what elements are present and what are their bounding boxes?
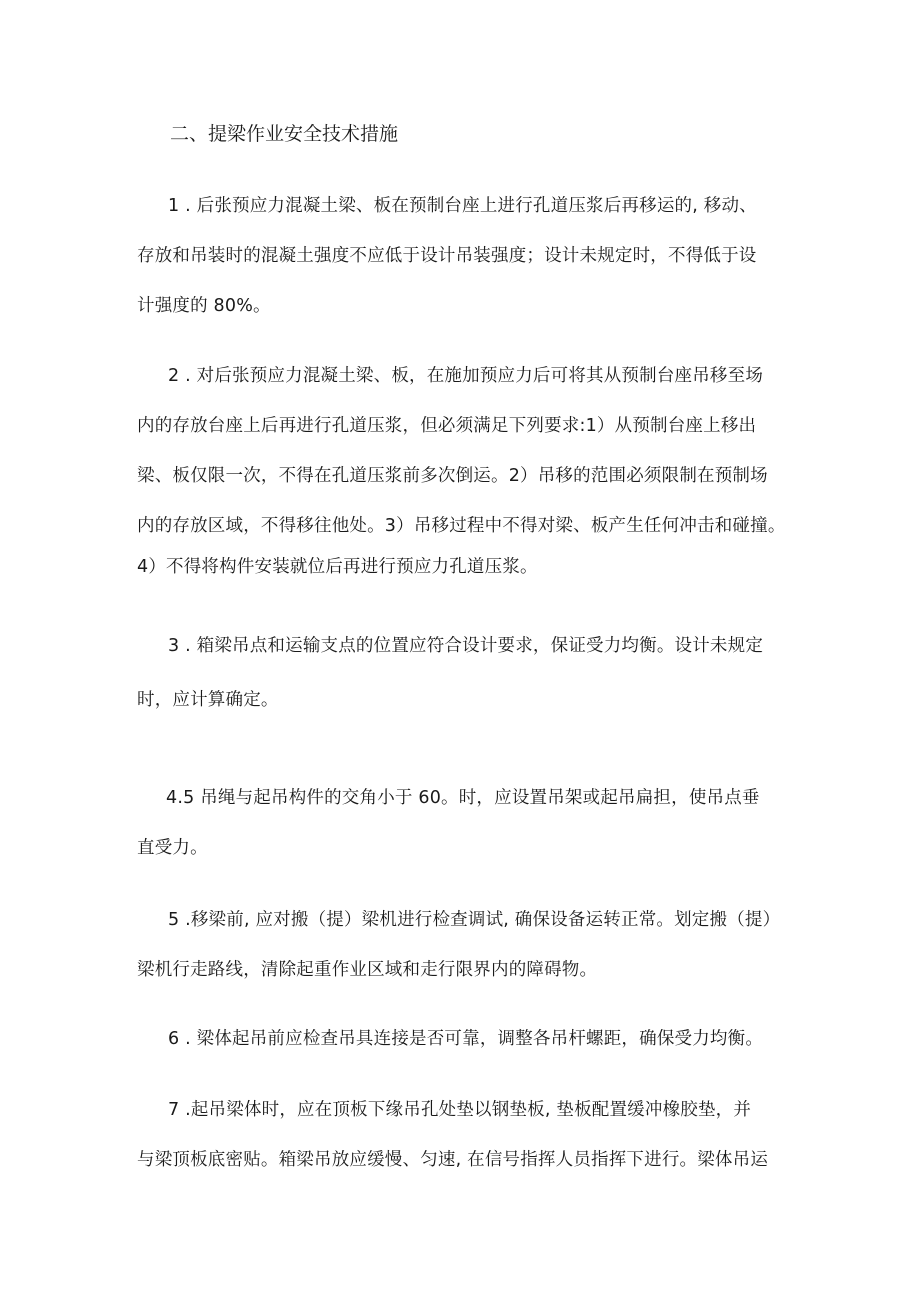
section-heading: 二、提梁作业安全技术措施 bbox=[170, 123, 399, 145]
item-3-line-1: 3 . 箱梁吊点和运输支点的位置应符合设计要求，保证受力均衡。设计未规定 bbox=[168, 636, 764, 656]
item-3-line-2: 时，应计算确定。 bbox=[137, 690, 279, 710]
item-7-line-2: 与梁顶板底密贴。箱梁吊放应缓慢、匀速, 在信号指挥人员指挥下进行。梁体吊运 bbox=[137, 1150, 769, 1170]
item-2-line-5: 4）不得将构件安装就位后再进行预应力孔道压浆。 bbox=[137, 557, 538, 577]
item-4-line-2: 直受力。 bbox=[137, 838, 208, 858]
item-1-line-1: 1 . 后张预应力混凝土梁、板在预制台座上进行孔道压浆后再移运的, 移动、 bbox=[168, 196, 757, 216]
item-2-line-2: 内的存放台座上后再进行孔道压浆，但必须满足下列要求:1）从预制台座上移出 bbox=[137, 416, 757, 436]
item-6-line-1: 6 . 梁体起吊前应检查吊具连接是否可靠，调整各吊杆螺距，确保受力均衡。 bbox=[168, 1029, 764, 1049]
item-1-line-3: 计强度的 80%。 bbox=[137, 296, 271, 316]
item-5-line-1: 5 .移梁前, 应对搬（提）梁机进行检查调试, 确保设备运转正常。划定搬（提） bbox=[168, 910, 781, 930]
item-4-line-1: 4.5 吊绳与起吊构件的交角小于 60。时，应设置吊架或起吊扁担，使吊点垂 bbox=[166, 788, 760, 808]
item-2-line-3: 梁、板仅限一次，不得在孔道压浆前多次倒运。2）吊移的范围必须限制在预制场 bbox=[137, 466, 768, 486]
item-2-line-1: 2 . 对后张预应力混凝土梁、板，在施加预应力后可将其从预制台座吊移至场 bbox=[168, 366, 764, 386]
item-5-line-2: 梁机行走路线，清除起重作业区域和走行限界内的障碍物。 bbox=[137, 960, 598, 980]
item-2-line-4: 内的存放区域，不得移往他处。3）吊移过程中不得对梁、板产生任何冲击和碰撞。 bbox=[137, 516, 786, 536]
item-1-line-2: 存放和吊装时的混凝土强度不应低于设计吊装强度；设计未规定时，不得低于设 bbox=[137, 246, 757, 266]
item-7-line-1: 7 .起吊梁体时，应在顶板下缘吊孔处垫以钢垫板, 垫板配置缓冲橡胶垫，并 bbox=[168, 1100, 752, 1120]
